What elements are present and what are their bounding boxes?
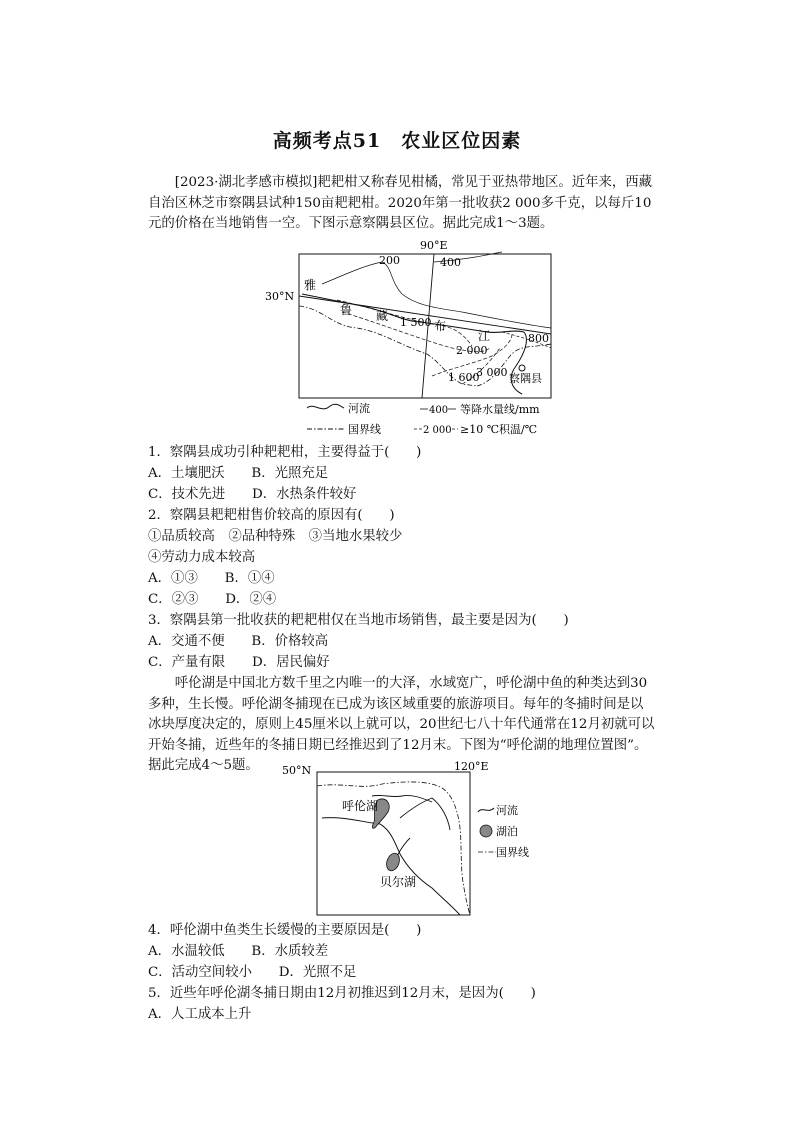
river-char-4: 布: [434, 319, 447, 333]
legend-isohyet-label: 等降水量线/mm: [460, 403, 540, 416]
temp-1500-label: 1 500: [400, 316, 432, 329]
legend-river-icon: [307, 404, 344, 409]
page-title: 高频考点51 农业区位因素: [272, 130, 522, 152]
question-3-options-row-2: C．产量有限 D．居民偏好: [148, 655, 330, 670]
isohyet-200-label: 200: [379, 254, 400, 267]
map1-latitude-label: 30°N: [265, 290, 295, 303]
hulun-lake-label: 呼伦湖: [342, 799, 379, 813]
legend-river-label: 河流: [496, 804, 518, 817]
question-5-stem: 5．近些年呼伦湖冬捕日期由12月初推迟到12月末，是因为( ): [148, 986, 536, 1001]
question-2-options-row-2: C．②③ D．②④: [148, 592, 277, 607]
question-3-options-row-1: A．交通不便 B．价格较高: [148, 634, 329, 649]
map2-frame: [317, 772, 470, 915]
legend-lake-label: 湖泊: [496, 825, 518, 838]
temp-3000-label: 3 000: [476, 366, 508, 379]
isohyet-400-label: 400: [440, 256, 461, 269]
legend-lake-icon: [480, 825, 492, 837]
question-2-items-2: ④劳动力成本较高: [148, 550, 256, 565]
buir-lake-shape: [384, 851, 401, 872]
question-2-items-1: ①品质较高 ②品种特殊 ③当地水果较少: [148, 529, 403, 544]
river-char-1: 雅: [304, 278, 317, 292]
isohyet-800-label: 800: [528, 332, 549, 345]
question-4-options-row-1: A．水温较低 B．水质较差: [148, 944, 329, 959]
temp-1600-label: 1 600: [448, 371, 480, 384]
question-5-options-row-1: A．人工成本上升: [148, 1007, 252, 1022]
question-1-options-row-2: C．技术先进 D．水热条件较好: [148, 487, 357, 502]
map2-latitude-label: 50°N: [282, 764, 312, 777]
hulun-lake-location-map: [282, 758, 552, 918]
question-2-stem: 2．察隅县耙耙柑售价较高的原因有( ): [148, 508, 395, 523]
map2-river-branch-1: [400, 798, 450, 830]
legend-river-icon: [478, 808, 494, 812]
legend-border-label: 国界线: [496, 846, 529, 859]
river-char-5: 江: [478, 329, 491, 343]
legend-temp-value: 2 000: [423, 425, 452, 436]
question-4-stem: 4．呼伦湖中鱼类生长缓慢的主要原因是( ): [148, 923, 422, 938]
chayu-location-map: [262, 236, 562, 436]
legend-river-label: 河流: [348, 402, 370, 415]
question-3-stem: 3．察隅县第一批收获的耙耙柑仅在当地市场销售，最主要是因为( ): [148, 613, 569, 628]
legend-temp-label: ≥10 ℃积温/℃: [460, 423, 538, 436]
map2-border-line: [317, 782, 470, 915]
legend-isohyet-value: 400: [429, 405, 449, 416]
temp-2000-label: 2 000: [456, 344, 488, 357]
intro-paragraph-1: [2023·湖北孝感市模拟]耙耙柑又称春见柑橘，常见于亚热带地区。近年来，西藏自治区林芝市察隅县试种150亩耙耙柑。2020年第一批收获2 000多千克，以每斤10元的价格在当地销售一空。下图示意察隅县区位。据此完成1～3题。: [148, 175, 653, 232]
question-1-stem: 1．察隅县成功引种耙耙柑，主要得益于( ): [148, 445, 422, 460]
question-2-options-row-1: A．①③ B．①④: [148, 571, 275, 586]
chayu-county-marker: [519, 365, 525, 371]
question-1-options-row-1: A．土壤肥沃 B．光照充足: [148, 466, 329, 481]
legend-border-label: 国界线: [348, 423, 381, 436]
intro-paragraph-2: 呼伦湖是中国北方数千里之内唯一的大泽，水域宽广，呼伦湖中鱼的种类达到30多种，生长慢。呼伦湖冬捕现在已成为该区域重要的旅游项目。每年的冬捕时间是以冰块厚度决定的，原则上45厘米以上就可以，20世纪七八十年代通常在12月初就可以开始冬捕，近些年的冬捕日期已经推迟到了12月末。下图为“呼伦湖的地理位置图”。据此完成4～5题。: [148, 676, 655, 774]
river-char-2: 鲁: [340, 303, 353, 317]
river-char-3: 藏: [376, 309, 389, 323]
question-4-options-row-2: C．活动空间较小 D．光照不足: [148, 965, 357, 980]
map2-longitude-label: 120°E: [454, 760, 489, 773]
map1-longitude-label: 90°E: [420, 239, 448, 252]
buir-lake-label: 贝尔湖: [380, 875, 417, 889]
chayu-county-label: 察隅县: [509, 372, 542, 385]
